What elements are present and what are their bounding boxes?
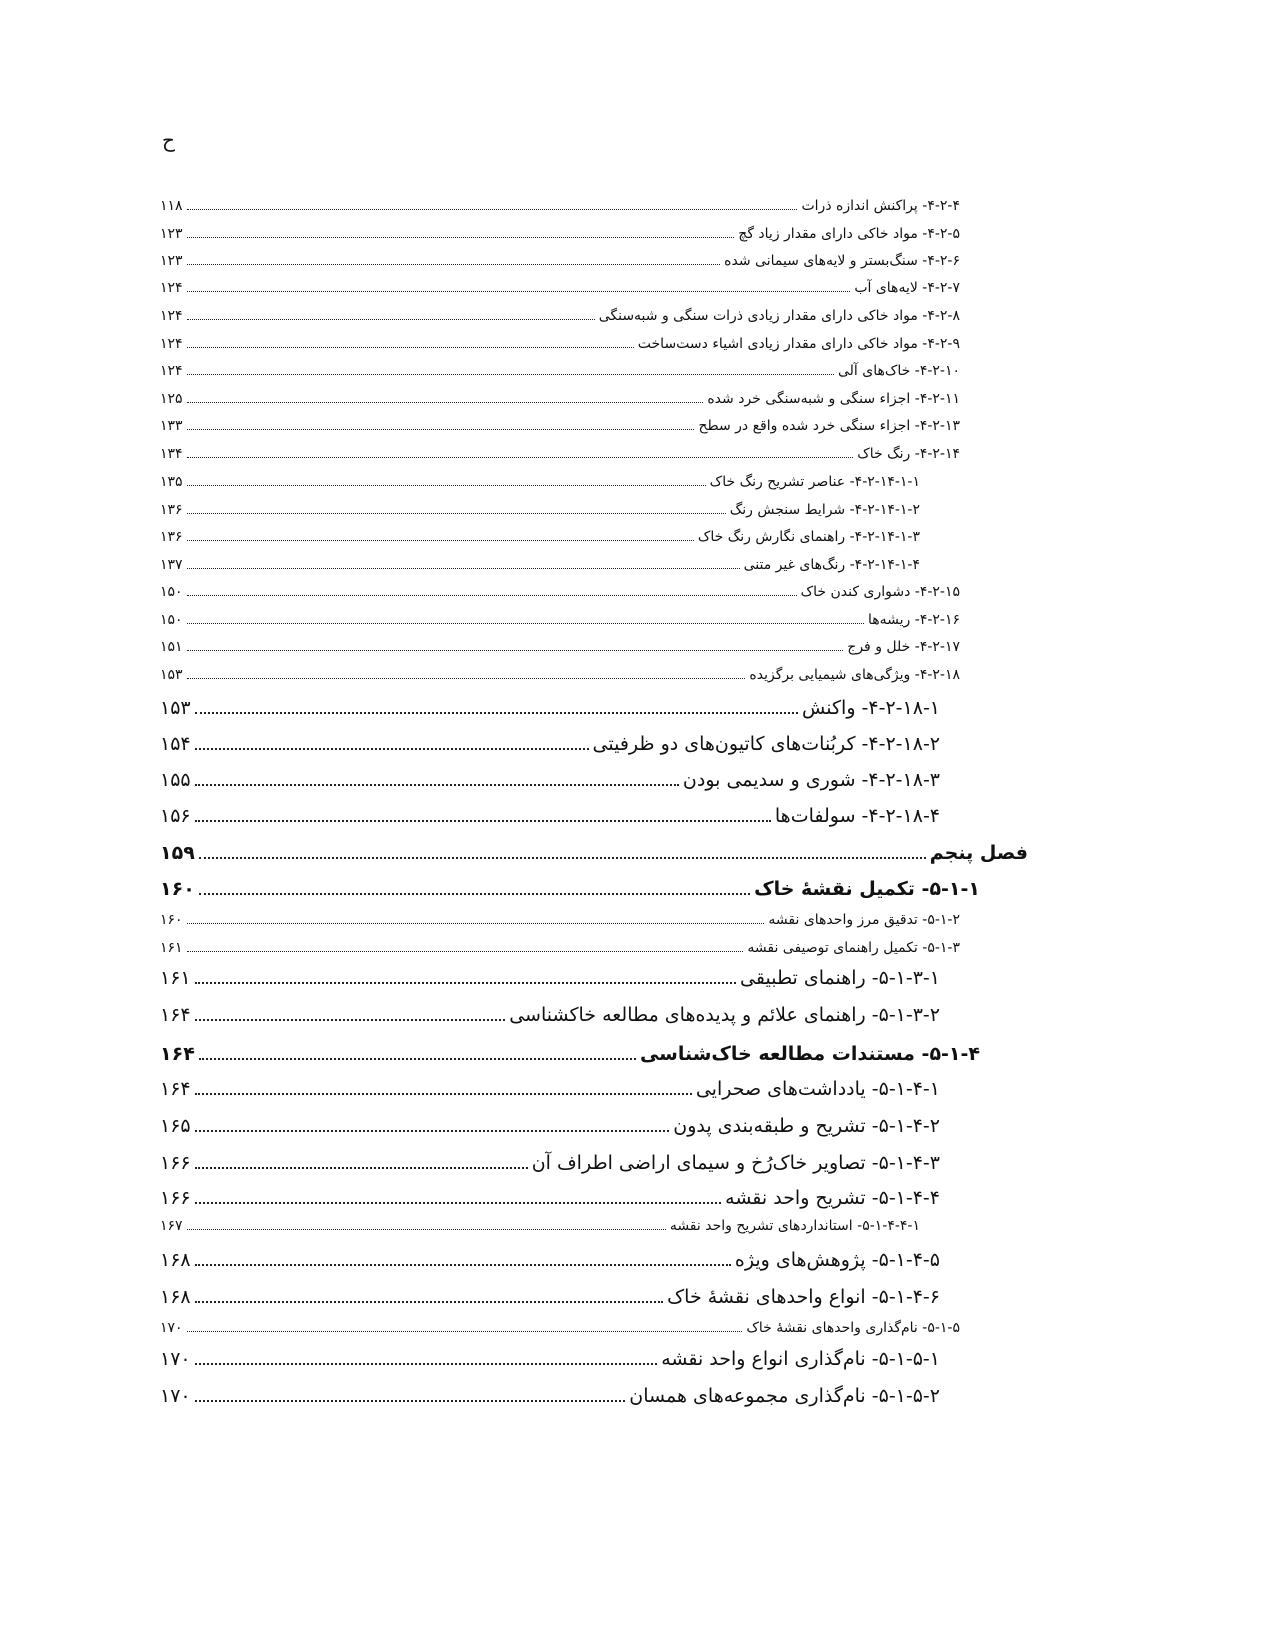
toc-dot-leader xyxy=(187,402,704,403)
toc-page-number: ۱۲۴ xyxy=(160,363,183,379)
toc-entry[interactable] xyxy=(160,1187,940,1209)
toc-page-number: ۱۲۳ xyxy=(160,226,183,242)
toc-title: ۴-۲-۱۴-۱-۱- عناصر تشریح رنگ خاک xyxy=(709,474,920,490)
toc-entry[interactable] xyxy=(160,336,960,352)
toc-title: ۵-۱-۵- نام‌گذاری واحدهای نقشهٔ خاک xyxy=(746,1320,960,1336)
toc-dot-leader xyxy=(187,568,740,569)
toc-entry[interactable] xyxy=(160,1078,940,1100)
toc-title: ۴-۲-۱۸-۲- کربُنات‌های کاتیون‌های دو ظرفیتی xyxy=(592,733,940,755)
toc-page-number: ۱۲۵ xyxy=(160,391,183,407)
toc-entry[interactable] xyxy=(160,805,940,827)
toc-page-number: ۱۶۱ xyxy=(160,967,191,989)
toc-entry[interactable] xyxy=(160,612,960,628)
toc-dot-leader xyxy=(187,1331,743,1332)
toc-title: ۵-۱-۴-۴- تشریح واحد نقشه xyxy=(725,1187,940,1209)
toc-entry[interactable] xyxy=(160,529,920,545)
toc-entry[interactable] xyxy=(160,1115,940,1137)
toc-dot-leader xyxy=(187,540,694,541)
toc-title: ۵-۱-۱- تکمیل نقشهٔ خاک xyxy=(754,878,980,900)
toc-title: ۵-۱-۴- مستندات مطالعه خاک‌شناسی xyxy=(639,1043,980,1065)
toc-page-number: ۱۶۶ xyxy=(160,1187,191,1209)
toc-title: ۴-۲-۱۳- اجزاء سنگی خرد شده واقع در سطح xyxy=(698,418,960,434)
toc-title: ۵-۱-۴-۲- تشریح و طبقه‌بندی پدون xyxy=(673,1115,940,1137)
toc-page-number: ۱۳۶ xyxy=(160,529,183,545)
toc-page-number: ۱۶۴ xyxy=(160,1043,195,1065)
toc-entry[interactable] xyxy=(160,697,940,719)
toc-entry[interactable] xyxy=(160,226,960,242)
toc-entry[interactable] xyxy=(160,1320,960,1336)
toc-entry[interactable] xyxy=(160,639,960,655)
toc-entry[interactable] xyxy=(160,940,960,956)
toc-entry[interactable] xyxy=(160,363,960,379)
toc-dot-leader xyxy=(187,319,595,320)
toc-dot-leader xyxy=(195,1167,528,1169)
toc-page-number: ۱۶۰ xyxy=(160,912,183,928)
toc-dot-leader xyxy=(187,374,834,375)
toc-entry[interactable] xyxy=(160,557,920,573)
toc-page-number: ۱۶۰ xyxy=(160,878,195,900)
toc-page-number: ۱۵۵ xyxy=(160,769,191,791)
toc-entry[interactable] xyxy=(160,418,960,434)
toc-title: ۵-۱-۲- تدقیق مرز واحدهای نقشه xyxy=(768,912,960,928)
toc-dot-leader xyxy=(187,209,798,210)
toc-title: ۵-۱-۴-۵- پژوهش‌های ویژه xyxy=(734,1249,940,1271)
toc-entry[interactable] xyxy=(160,769,940,791)
toc-dot-leader xyxy=(195,1301,664,1303)
toc-title: ۴-۲-۹- مواد خاکی دارای مقدار زیادی اشیاء دست‌ساخت xyxy=(637,336,960,352)
toc-title: ۵-۱-۵-۲- نام‌گذاری مجموعه‌های همسان xyxy=(629,1385,940,1407)
toc-page-number: ۱۱۸ xyxy=(160,198,183,214)
toc-title: ۴-۲-۸- مواد خاکی دارای مقدار زیادی ذرات سنگی و شبه‌سنگی xyxy=(598,308,960,324)
toc-title: ۴-۲-۶- سنگ‌بستر و لایه‌های سیمانی شده xyxy=(724,253,960,269)
toc-page-number: ۱۳۷ xyxy=(160,557,183,573)
toc-dot-leader xyxy=(199,893,750,895)
toc-entry[interactable] xyxy=(160,1152,940,1174)
toc-page-number: ۱۵۰ xyxy=(160,584,183,600)
toc-entry[interactable] xyxy=(160,280,960,296)
toc-title: ۵-۱-۵-۱- نام‌گذاری انواع واحد نقشه xyxy=(661,1348,940,1370)
toc-dot-leader xyxy=(187,291,851,292)
toc-page-number: ۱۶۸ xyxy=(160,1249,191,1271)
toc-dot-leader xyxy=(195,1400,626,1402)
toc-title: ۴-۲-۴- پراکنش اندازه ذرات xyxy=(801,198,960,214)
toc-dot-leader xyxy=(187,650,844,651)
toc-title: ۴-۲-۱۱- اجزاء سنگی و شبه‌سنگی خرد شده xyxy=(707,391,960,407)
toc-page-number: ۱۷۰ xyxy=(160,1320,183,1336)
toc-entry[interactable] xyxy=(160,1218,920,1234)
toc-page-number: ۱۶۸ xyxy=(160,1286,191,1308)
toc-page-number: ۱۵۳ xyxy=(160,667,183,683)
toc-entry[interactable] xyxy=(160,198,960,214)
toc-title: ۴-۲-۱۰- خاک‌های آلی xyxy=(837,363,960,379)
toc-page-number: ۱۶۱ xyxy=(160,940,183,956)
toc-entry[interactable] xyxy=(160,253,960,269)
toc-entry[interactable] xyxy=(160,1043,980,1065)
toc-title: ۴-۲-۱۸-۴- سولفات‌ها xyxy=(774,805,940,827)
toc-entry[interactable] xyxy=(160,502,920,518)
toc-page-number: ۱۳۶ xyxy=(160,502,183,518)
toc-page-number: ۱۲۴ xyxy=(160,280,183,296)
toc-page-number: ۱۳۴ xyxy=(160,446,183,462)
toc-dot-leader xyxy=(195,982,736,984)
toc-page-number: ۱۲۳ xyxy=(160,253,183,269)
toc-title: ۴-۲-۱۷- خلل و فرج xyxy=(847,639,960,655)
toc-dot-leader xyxy=(187,264,721,265)
toc-page-number: ۱۶۷ xyxy=(160,1218,183,1234)
toc-page-number: ۱۵۳ xyxy=(160,697,191,719)
toc-title: ۴-۲-۵- مواد خاکی دارای مقدار زیاد گچ xyxy=(738,226,960,242)
toc-entry[interactable] xyxy=(160,733,940,755)
toc-dot-leader xyxy=(187,1229,666,1230)
toc-title: ۴-۲-۷- لایه‌های آب xyxy=(854,280,960,296)
toc-dot-leader xyxy=(195,1130,670,1132)
toc-entry[interactable] xyxy=(160,446,960,462)
toc-entry[interactable] xyxy=(160,967,940,989)
toc-title: فصل پنجم xyxy=(929,842,1028,864)
toc-page-number: ۱۷۰ xyxy=(160,1348,191,1370)
toc-entry[interactable] xyxy=(160,878,980,900)
toc-dot-leader xyxy=(187,595,797,596)
toc-entry[interactable] xyxy=(160,842,1028,864)
toc-dot-leader xyxy=(195,784,679,786)
toc-title: ۵-۱-۴-۳- تصاویر خاک‌رُخ و سیمای اراضی اطراف آن xyxy=(531,1152,940,1174)
toc-title: ۴-۲-۱۸-۱- واکنش xyxy=(802,697,940,719)
toc-dot-leader xyxy=(195,1093,692,1095)
toc-title: ۵-۱-۳-۲- راهنمای علائم و پدیده‌های مطالعه خاکشناسی xyxy=(509,1004,940,1026)
toc-dot-leader xyxy=(195,1202,722,1204)
toc-title: ۵-۱-۴-۶- انواع واحدهای نقشهٔ خاک xyxy=(667,1286,940,1308)
toc-page-number: ۱۷۰ xyxy=(160,1385,191,1407)
toc-dot-leader xyxy=(187,485,706,486)
toc-title: ۴-۲-۱۸-۳- شوری و سدیمی بودن xyxy=(682,769,940,791)
toc-title: ۴-۲-۱۴-۱-۴- رنگ‌های غیر متنی xyxy=(743,557,920,573)
toc-dot-leader xyxy=(195,748,589,750)
toc-entry[interactable] xyxy=(160,308,960,324)
toc-dot-leader xyxy=(187,457,854,458)
toc-entry[interactable] xyxy=(160,1286,940,1308)
page-letter: ح xyxy=(162,128,175,152)
toc-entry[interactable] xyxy=(160,391,960,407)
toc-title: ۴-۲-۱۵- دشواری کندن خاک xyxy=(800,584,960,600)
toc-dot-leader xyxy=(195,1363,658,1365)
toc-page-number: ۱۲۴ xyxy=(160,336,183,352)
toc-page-number: ۱۶۴ xyxy=(160,1078,191,1100)
toc-dot-leader xyxy=(187,237,735,238)
toc-entry[interactable] xyxy=(160,1004,940,1026)
toc-entry[interactable] xyxy=(160,667,960,683)
toc-entry[interactable] xyxy=(160,1249,940,1271)
toc-dot-leader xyxy=(187,951,744,952)
toc-entry[interactable] xyxy=(160,584,960,600)
toc-title: ۴-۲-۱۴-۱-۳- راهنمای نگارش رنگ خاک xyxy=(697,529,920,545)
toc-dot-leader xyxy=(195,1019,506,1021)
toc-title: ۴-۲-۱۴-۱-۲- شرایط سنجش رنگ xyxy=(729,502,920,518)
toc-dot-leader xyxy=(187,923,765,924)
toc-entry[interactable] xyxy=(160,1385,940,1407)
toc-page-number: ۱۶۶ xyxy=(160,1152,191,1174)
toc-title: ۵-۱-۳-۱- راهنمای تطبیقی xyxy=(740,967,940,989)
toc-page-number: ۱۲۴ xyxy=(160,308,183,324)
toc-dot-leader xyxy=(187,347,634,348)
toc-dot-leader xyxy=(195,1264,731,1266)
toc-page-number: ۱۵۶ xyxy=(160,805,191,827)
toc-dot-leader xyxy=(195,712,798,714)
toc-title: ۵-۱-۳- تکمیل راهنمای توصیفی نقشه xyxy=(747,940,960,956)
toc-title: ۴-۲-۱۸- ویژگی‌های شیمیایی برگزیده xyxy=(749,667,960,683)
toc-page-number: ۱۵۴ xyxy=(160,733,191,755)
toc-entry[interactable] xyxy=(160,912,960,928)
toc-page-number: ۱۶۴ xyxy=(160,1004,191,1026)
toc-dot-leader xyxy=(199,857,926,859)
toc-page-number: ۱۳۳ xyxy=(160,418,183,434)
toc-dot-leader xyxy=(199,1058,636,1060)
toc-title: ۴-۲-۱۶- ریشه‌ها xyxy=(868,612,960,628)
toc-title: ۵-۱-۴-۴-۱- استانداردهای تشریح واحد نقشه xyxy=(669,1218,920,1234)
toc-title: ۵-۱-۴-۱- یادداشت‌های صحرایی xyxy=(695,1078,940,1100)
toc-dot-leader xyxy=(187,623,864,624)
toc-page-number: ۱۵۹ xyxy=(160,842,195,864)
toc-entry[interactable] xyxy=(160,1348,940,1370)
toc-dot-leader xyxy=(187,678,746,679)
toc-page-number: ۱۳۵ xyxy=(160,474,183,490)
toc-title: ۴-۲-۱۴- رنگ خاک xyxy=(857,446,960,462)
toc-page-number: ۱۶۵ xyxy=(160,1115,191,1137)
toc-page-number: ۱۵۱ xyxy=(160,639,183,655)
toc-dot-leader xyxy=(187,513,726,514)
toc-page-number: ۱۵۰ xyxy=(160,612,183,628)
toc-entry[interactable] xyxy=(160,474,920,490)
toc-dot-leader xyxy=(195,820,771,822)
toc-dot-leader xyxy=(187,429,695,430)
